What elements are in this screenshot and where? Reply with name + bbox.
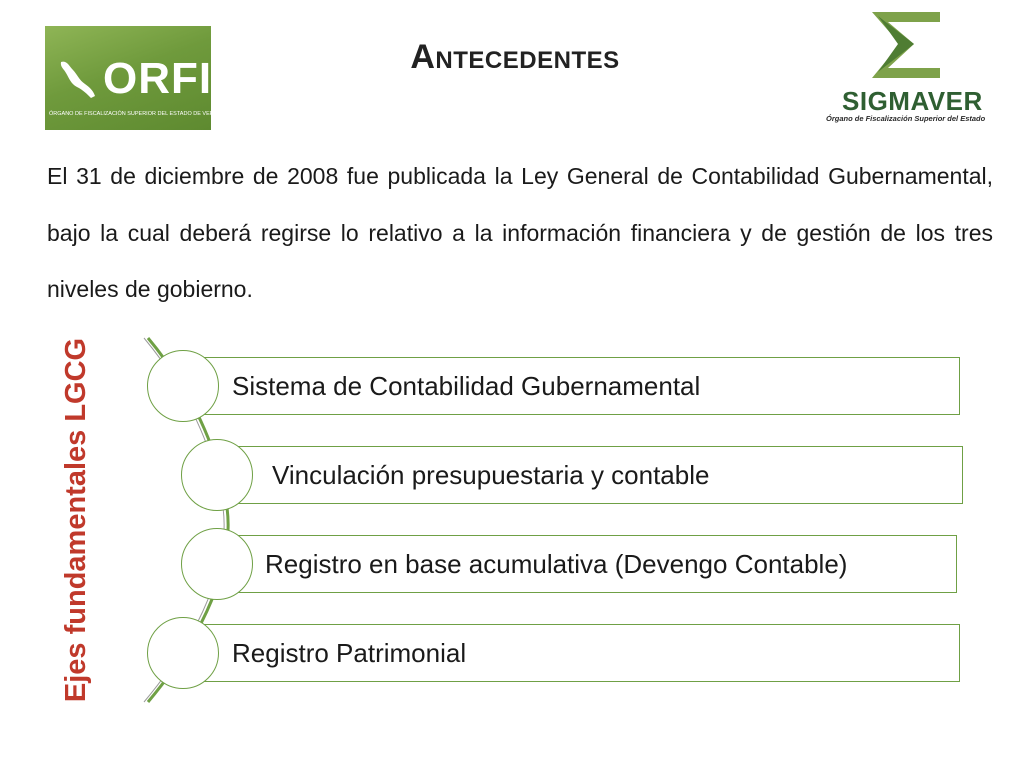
orfis-logo: [45, 26, 243, 130]
intro-paragraph: El 31 de diciembre de 2008 fue publicada la Ley General de Contabilidad Gubernamental, bajo la cual deberá regirse lo relativo a la información financiera y de gestión de los tres niveles de gobierno.: [47, 163, 993, 302]
axis-item-box-4: [182, 624, 960, 682]
axis-item-circle-3: [181, 528, 253, 600]
axis-item-box-1: [182, 357, 960, 415]
axis-item-circle-4: [147, 617, 219, 689]
axis-item-circle-2: [181, 439, 253, 511]
page-title: Antecedentes: [410, 38, 620, 76]
orfis-logo-word: ORFIS: [103, 54, 243, 103]
axes-diagram: [120, 330, 980, 710]
axis-item-label-3: Registro en base acumulativa (Devengo Contable): [265, 548, 848, 579]
axis-item-label-1: Sistema de Contabilidad Gubernamental: [232, 370, 701, 401]
diagram-vertical-label: Ejes fundamentales LGCG: [60, 337, 92, 703]
axis-item-box-3: [217, 535, 957, 593]
sigmaver-logo-subtitle: Órgano de Fiscalización Superior del Estado: [826, 114, 986, 123]
sigma-icon: [870, 10, 942, 80]
sigmaver-logo-word: SIGMAVER: [842, 86, 983, 116]
veracruz-map-icon: [57, 56, 99, 100]
sigmaver-logo: [820, 10, 1020, 130]
axis-item-box-2: [217, 446, 963, 504]
axis-item-circle-1: [147, 350, 219, 422]
orfis-logo-subtitle: ÓRGANO DE FISCALIZACIÓN SUPERIOR DEL ESTADO DE VERACRUZ: [49, 111, 233, 117]
axis-item-label-4: Registro Patrimonial: [232, 637, 467, 668]
axis-item-label-2: Vinculación presupuestaria y contable: [272, 459, 710, 490]
